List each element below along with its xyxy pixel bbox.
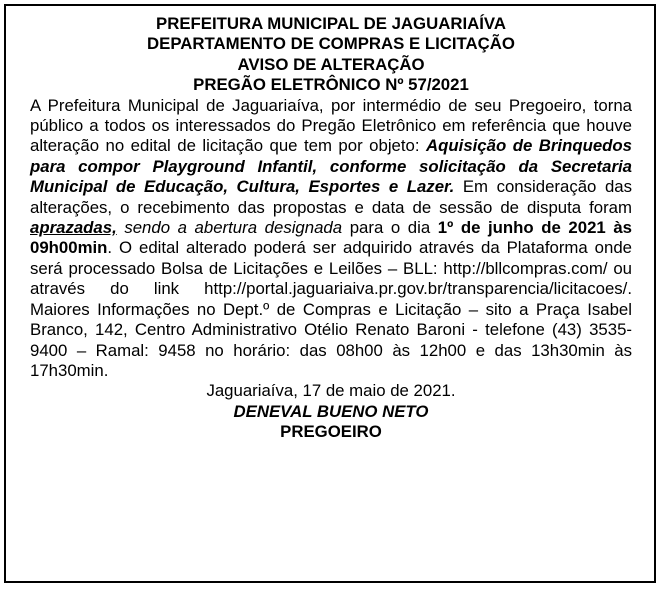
header-notice-type: AVISO DE ALTERAÇÃO — [237, 54, 425, 74]
body-object: Aquisição de Brinquedos para compor Playground Infantil, conforme solicitação da Secretaria Municipal de Educação, Cultura, Esportes e Lazer. — [30, 136, 632, 197]
place-date: Jaguariaíva, 17 de maio de 2021. — [206, 381, 456, 401]
body-date-time: 1º de junho de 2021 às 09h00min — [30, 218, 632, 258]
header-municipality: PREFEITURA MUNICIPAL DE JAGUARIAÍVA — [156, 14, 506, 33]
signer-role: PREGOEIRO — [280, 422, 382, 442]
body-rest: . O edital alterado poderá ser adquirido através da Plataforma onde será processado Bolsa de Licitações e Leilões – BLL: http://bllcompras.com/ ou através do link http://portal.jaguariaiva.pr.gov.br/transparencia/licitacoes/. Maiores Informações no Dept.º de Compras e Licitação – sito a Praça Isabel Branco, 142, Centro Administrativo Otélio Renato Baroni - telefone (43) 3535-9400 – Ramal: 9458 no horário: das 08h00 às 12h00 e das 13h30min às 17h30min. — [30, 238, 632, 380]
body-for-day: para o dia — [342, 218, 438, 238]
notice-box — [4, 4, 656, 583]
body-postponed: aprazadas, — [30, 218, 117, 238]
signer-name: DENEVAL BUENO NETO — [233, 401, 429, 421]
body-consequence: Em consideração das alterações, o recebimento das propostas e data de sessão de disputa foram — [30, 177, 632, 217]
header-department: DEPARTAMENTO DE COMPRAS E LICITAÇÃO — [147, 34, 515, 54]
notice-body — [30, 96, 632, 382]
header-auction-number: PREGÃO ELETRÔNICO Nº 57/2021 — [193, 75, 469, 95]
body-intro: A Prefeitura Municipal de Jaguariaíva, por intermédio de seu Pregoeiro, torna público a todos os interessados do Pregão Eletrônico em referência que houve alteração no edital de licitação que tem por objeto: — [30, 95, 632, 156]
body-opening-designated: sendo a abertura designada — [116, 218, 343, 238]
